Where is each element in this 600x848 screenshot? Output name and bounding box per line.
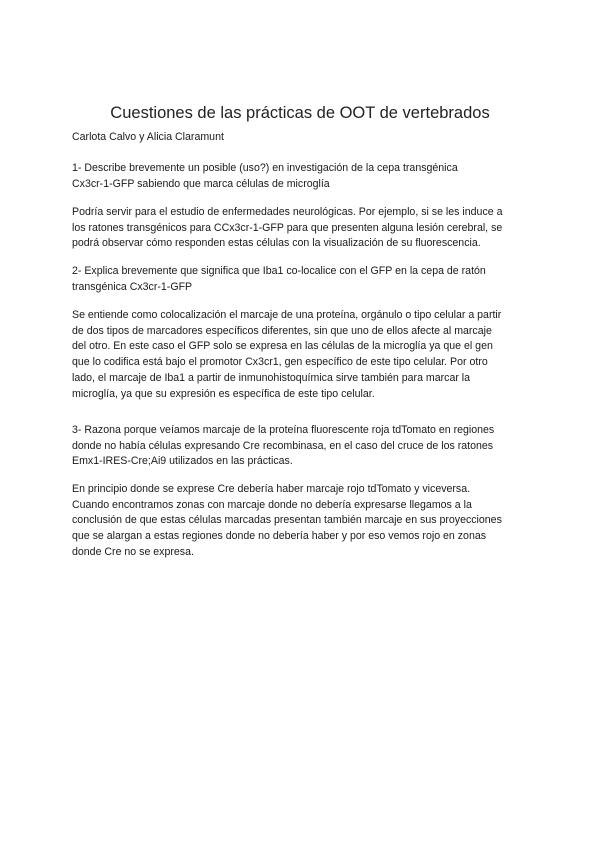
question-3 xyxy=(72,423,532,470)
answer-2-line: de dos tipos de marcadores específicos diferentes, sin que uno de ellos afecte al marcaje xyxy=(72,324,492,337)
question-2-line: transgénica Cx3cr-1-GFP xyxy=(72,280,193,293)
answer-2-line: que lo codifica está bajo el promotor Cx3cr1, gen específico de este tipo celular. Por otro xyxy=(72,356,488,369)
answer-1 xyxy=(72,205,532,252)
question-1-line: Cx3cr-1-GFP sabiendo que marca células de microglía xyxy=(72,177,330,190)
question-1 xyxy=(72,161,532,192)
authors-line: Carlota Calvo y Alicia Claramunt xyxy=(72,131,224,143)
question-1-line: 1- Describe brevemente un posible (uso?) en investigación de la cepa transgénica xyxy=(72,162,458,174)
question-2-line: 2- Explica brevemente que significa que Iba1 co-localice con el GFP en la cepa de ratón xyxy=(72,265,486,277)
answer-3-line: conclusión de que estas células marcadas presentan también marcaje en sus proyecciones xyxy=(72,514,502,527)
answer-3-line: donde Cre no se expresa. xyxy=(72,545,194,558)
answer-1-line: Podría servir para el estudio de enfermedades neurológicas. Por ejemplo, si se les induce a xyxy=(72,206,503,218)
answer-3-line: que se alargan a estas regiones donde no debería haber y por eso vemos rojo en zonas xyxy=(72,530,487,543)
answer-2 xyxy=(72,308,532,402)
answer-1-line: podrá observar cómo responden estas células con la visualización de su fluorescencia. xyxy=(72,237,481,250)
question-2 xyxy=(72,264,532,295)
answer-1-line: los ratones transgénicos para CCx3cr-1-GFP para que presenten alguna lesión cerebral, se xyxy=(72,221,503,234)
answer-2-line: del otro. En este caso el GFP solo se expresa en las células de la microglía ya que el gen xyxy=(72,340,493,353)
answer-2-line: Se entiende como colocalización el marcaje de una proteína, orgánulo o tipo celular a partir xyxy=(72,309,502,321)
answer-3-line: En principio donde se exprese Cre debería haber marcaje rojo tdTomato y viceversa. xyxy=(72,483,471,495)
question-3-line: donde no había células expresando Cre recombinasa, en el caso del cruce de los ratones xyxy=(72,439,494,452)
document-title: Cuestiones de las prácticas de OOT de vertebrados xyxy=(110,104,490,122)
answer-2-line: microglía, ya que su expresión es específica de este tipo celular. xyxy=(72,387,375,400)
question-3-line: 3- Razona porque veíamos marcaje de la proteína fluorescente roja tdTomato en regiones xyxy=(72,424,495,436)
answer-3 xyxy=(72,482,532,561)
authors xyxy=(72,130,532,146)
answer-3-line: Cuando encontramos zonas con marcaje donde no debería expresarse llegamos a la xyxy=(72,498,472,511)
question-3-line: Emx1-IRES-Cre;Ai9 utilizados en las prácticas. xyxy=(72,455,293,468)
answer-2-line: lado, el marcaje de Iba1 a partir de inmunohistoquímica sirve también para marcar la xyxy=(72,371,471,384)
